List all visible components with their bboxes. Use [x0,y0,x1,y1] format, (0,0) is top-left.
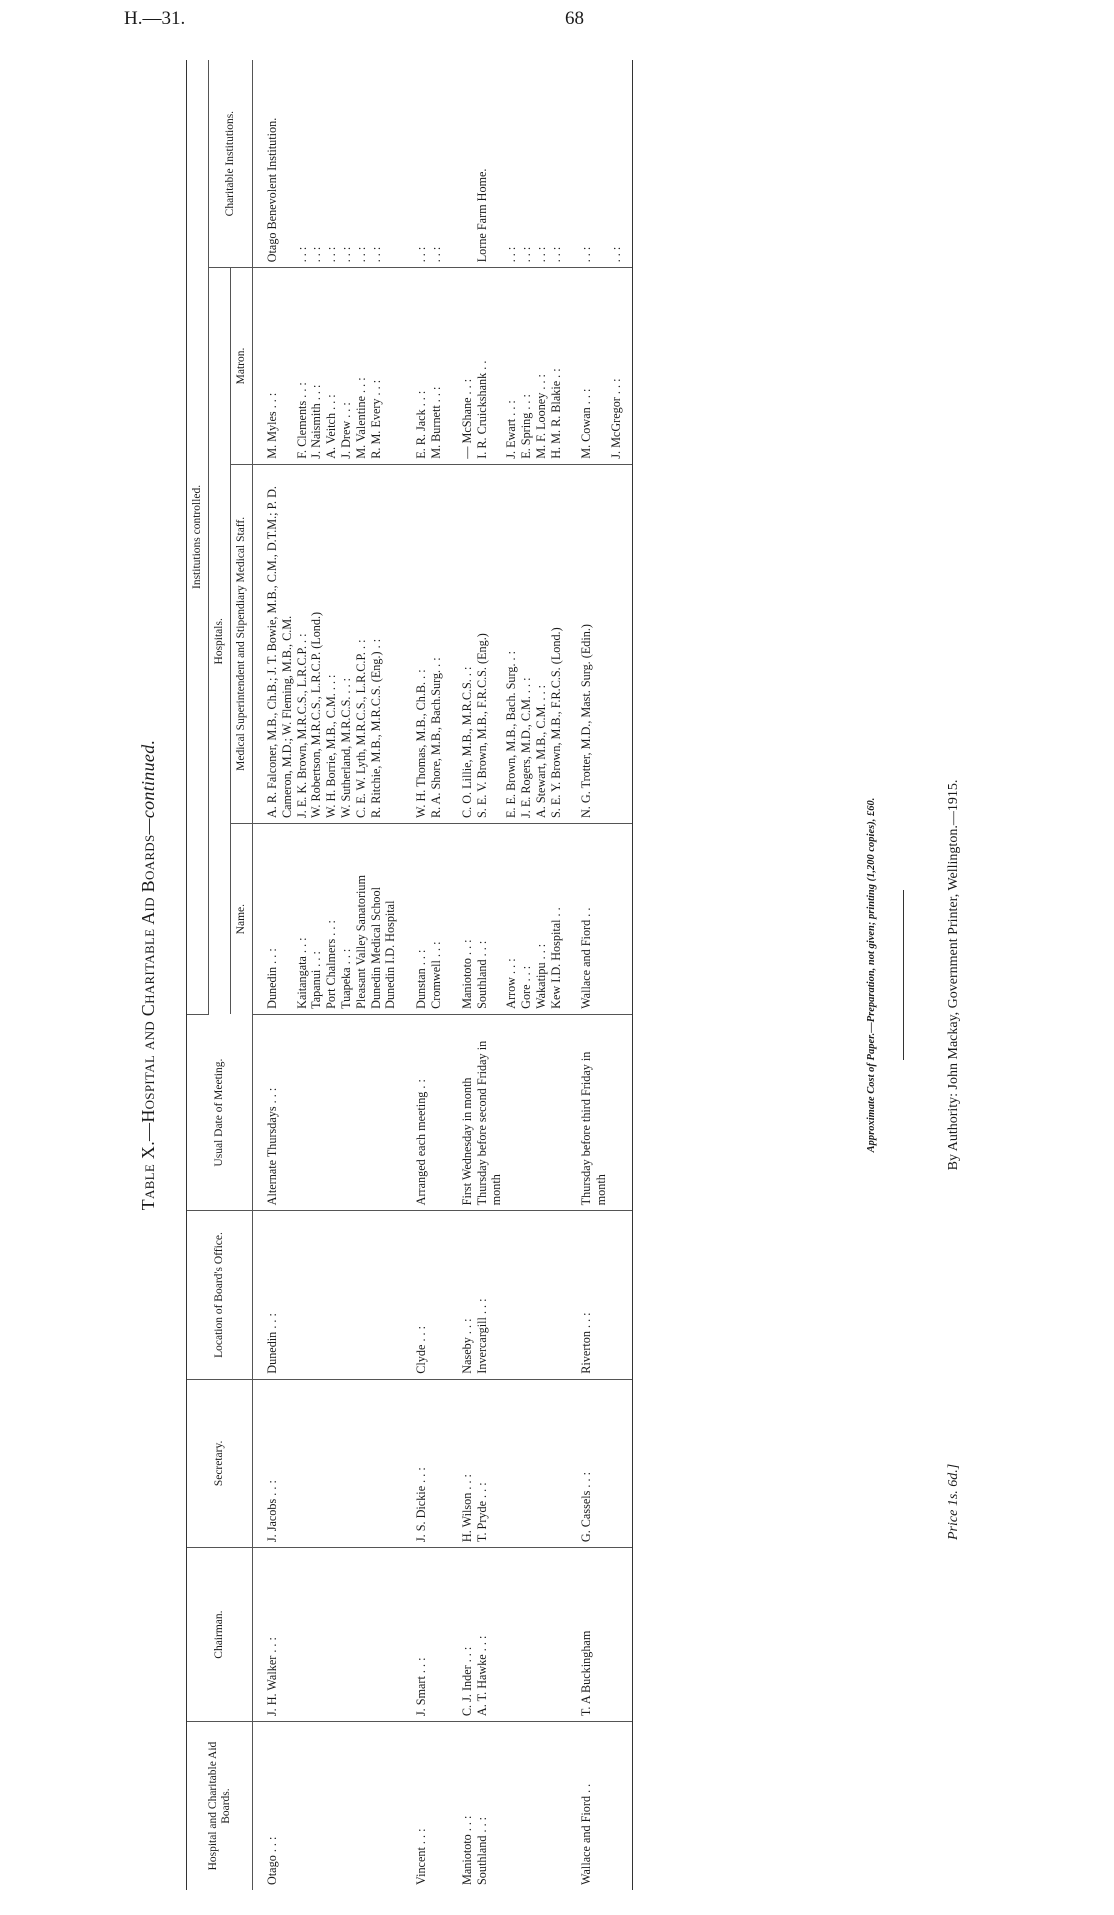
table-row [414,60,429,1890]
cell-medical: N. G. Trotter, M.D., Mast. Surg. (Edin.) [579,464,609,823]
cell-location [549,1211,564,1379]
cell-medical: W. H. Borrie, M.B., C.M. . . : [324,464,339,823]
col-header-location: Location of Board's Office. [187,1211,253,1379]
cell-name: Arrow . . : [504,824,519,1015]
cell-matron: M. F. Looney . . : [534,268,549,464]
table-row [429,60,444,1890]
cell-secretary [519,1379,534,1547]
cell-secretary: J. S. Dickie . . : [414,1379,429,1547]
cell-charitable [383,60,398,268]
cell-meeting: Arranged each meeting . : [414,1014,429,1210]
cell-meeting [429,1014,444,1210]
cell-meeting [504,1014,519,1210]
cell-medical: C. O. Lillie, M.B., M.R.C.S. . : [460,464,475,823]
cell-chairman [369,1548,384,1722]
table-row [519,60,534,1890]
cell-secretary [504,1379,519,1547]
cell-charitable: . . : [534,60,549,268]
spacer-cell [444,824,460,1015]
cell-matron: M. Myles . . : [253,268,295,464]
cell-charitable: . . : [309,60,324,268]
spacer-cell [563,824,579,1015]
cell-matron: E. Spring . . : [519,268,534,464]
cell-medical: E. E. Brown, M.B., Bach. Surg. . : [504,464,519,823]
table-row [460,60,475,1890]
table-title-continued: —continued. [138,739,158,835]
cell-secretary: G. Cassels . . : [579,1379,609,1547]
cell-charitable: . . : [339,60,354,268]
table-row [324,60,339,1890]
cell-name: Cromwell . . : [429,824,444,1015]
cell-board [354,1722,369,1890]
cell-meeting [534,1014,549,1210]
cell-location: Riverton . . : [579,1211,609,1379]
cell-charitable: . . : [324,60,339,268]
cell-chairman: A. T. Hawke . . : [475,1548,505,1722]
spacer-cell [563,60,579,268]
cell-charitable: . . : [549,60,564,268]
cell-name: Gore . . : [519,824,534,1015]
cell-name: Wakatipu . . : [534,824,549,1015]
cell-matron: H. M. R. Blakie . : [549,268,564,464]
cell-medical: C. E. W. Lyth, M.R.C.S., L.R.C.P. . : [354,464,369,823]
table-row [253,60,295,1890]
cell-secretary: J. Jacobs . . : [253,1379,295,1547]
cell-name: Tuapeka . . : [339,824,354,1015]
spacer-cell [398,268,414,464]
cell-secretary [369,1379,384,1547]
spacer-cell [444,1722,460,1890]
spacer-cell [444,1211,460,1379]
row-spacer [444,60,460,1890]
cell-name: Dunedin Medical School [369,824,384,1015]
printer-authority [946,60,962,1890]
cell-medical: R. A. Shore, M.B., Bach.Surg. . : [429,464,444,823]
cell-charitable: . . : [354,60,369,268]
cell-charitable: . . : [579,60,609,268]
cell-location [339,1211,354,1379]
cell-chairman [354,1548,369,1722]
cell-location [295,1211,310,1379]
cell-medical: W. Sutherland, M.R.C.S. . . : [339,464,354,823]
cell-charitable: . . : [429,60,444,268]
cell-medical: A. R. Falconer, M.B., Ch.B.; J. T. Bowie, M.B., C.M., D.T.M.; P. D. Cameron, M.D.; W. Fleming, M.B., C.M. [253,464,295,823]
cell-name [609,824,632,1015]
cell-charitable [460,60,475,268]
cell-name: Maniototo . . : [460,824,475,1015]
cell-board [324,1722,339,1890]
cell-location [504,1211,519,1379]
cell-matron: J. Drew . . : [339,268,354,464]
cell-matron: R. M. Every . . : [369,268,384,464]
cell-matron: F. Clements . . : [295,268,310,464]
cell-name: Dunedin . . : [253,824,295,1015]
cell-location [324,1211,339,1379]
cell-secretary: T. Pryde . . : [475,1379,505,1547]
cell-board [519,1722,534,1890]
spacer-cell [398,824,414,1015]
spacer-cell [563,1722,579,1890]
cell-meeting: Thursday before second Friday in month [475,1014,505,1210]
cell-secretary [429,1379,444,1547]
spacer-cell [563,1014,579,1210]
cell-location [354,1211,369,1379]
cell-board: Vincent . . : [414,1828,429,1885]
cell-secretary [324,1379,339,1547]
table-row [354,60,369,1890]
cell-matron: E. R. Jack . . : [414,268,429,464]
col-header-secretary: Secretary. [187,1379,253,1547]
cell-chairman: J. H. Walker . . : [253,1548,295,1722]
cell-medical: S. E. Y. Brown, M.B., F.R.C.S. (Lond.) [549,464,564,823]
cell-board [383,1722,398,1890]
col-header-hospitals: Hospitals. [209,268,231,1015]
cell-location [383,1211,398,1379]
rotated-page-content [138,60,1114,1890]
cell-matron: J. Ewart . . : [504,268,519,464]
cell-medical [609,464,632,823]
cell-location [369,1211,384,1379]
cost-note: Approximate Cost of Paper.—Preparation, not given; printing (1,200 copies), £60. [866,797,877,1153]
cell-secretary [383,1379,398,1547]
cell-meeting: Alternate Thursdays . . : [253,1014,295,1210]
cell-location: Dunedin . . : [253,1211,295,1379]
page-number: 68 [565,8,584,29]
cell-meeting [324,1014,339,1210]
cell-board [339,1722,354,1890]
cell-chairman [519,1548,534,1722]
authority-text: By Authority: John Mackay, Government Printer, Wellington.—1915. [946,779,961,1171]
cell-secretary [549,1379,564,1547]
cell-matron: J. McGregor . . : [609,268,632,464]
hospital-boards-table [186,60,633,1890]
cell-chairman: T. A Buckingham [579,1548,609,1722]
cell-meeting [519,1014,534,1210]
table-row [579,60,609,1890]
cell-board: Maniototo . . : [459,1815,474,1885]
cell-board [609,1722,632,1890]
cell-medical: S. E. V. Brown, M.B., F.R.C.S. (Eng.) [475,464,505,823]
cell-chairman: J. Smart . . : [414,1548,429,1722]
cell-location [429,1211,444,1379]
spacer-cell [398,1379,414,1547]
cell-meeting [339,1014,354,1210]
table-row [504,60,519,1890]
cell-matron: — McShane . . : [460,268,475,464]
cell-secretary [295,1379,310,1547]
cell-medical: J. E. Rogers, M.D., C.M. . . : [519,464,534,823]
cell-board [504,1722,519,1890]
col-header-matron: Matron. [231,268,253,464]
table-row [295,60,310,1890]
cell-chairman: C. J. Inder . . : [460,1548,475,1722]
cell-meeting [369,1014,384,1210]
cell-secretary [354,1379,369,1547]
col-header-charitable: Charitable Institutions. [209,60,253,268]
cell-secretary: H. Wilson . . : [460,1379,475,1547]
cell-matron: J. Naismith . . : [309,268,324,464]
cell-matron [383,268,398,464]
cell-chairman [429,1548,444,1722]
cell-name: Dunstan . . : [414,824,429,1015]
row-spacer [563,60,579,1890]
cell-location: Naseby . . : [460,1211,475,1379]
divider-rule [903,890,904,1060]
cell-name: Pleasant Valley Sanatorium [354,824,369,1015]
cell-chairman [309,1548,324,1722]
cell-medical: A. Stewart, M.B., C.M. . . : [534,464,549,823]
cell-meeting [354,1014,369,1210]
cell-name: Southland . . : [475,824,505,1015]
cell-matron: M. Valentine . . : [354,268,369,464]
spacer-cell [563,268,579,464]
spacer-cell [444,1379,460,1547]
cell-meeting [383,1014,398,1210]
table-row [369,60,384,1890]
cell-name: Kaitangata . . : [295,824,310,1015]
cell-location [609,1211,632,1379]
table-body [253,60,633,1890]
spacer-cell [444,464,460,823]
cell-name: Dunedin I.D. Hospital [383,824,398,1015]
table-row [609,60,632,1890]
page-code: H.—31. [124,8,186,29]
cell-chairman [504,1548,519,1722]
cell-board [369,1722,384,1890]
cell-charitable: . . : [369,60,384,268]
cell-board [549,1722,564,1890]
cell-chairman [549,1548,564,1722]
cell-location [534,1211,549,1379]
col-header-medical: Medical Superintendent and Stipendiary Medical Staff. [231,464,253,823]
cell-location [309,1211,324,1379]
cell-board: Wallace and Fiord . . [579,1783,594,1885]
cell-medical: R. Ritchie, M.B., M.R.C.S. (Eng.) . : [369,464,384,823]
spacer-cell [563,1379,579,1547]
cell-chairman [383,1548,398,1722]
col-header-meeting: Usual Date of Meeting. [187,1014,253,1210]
cell-matron: A. Veitch . . : [324,268,339,464]
cell-chairman [609,1548,632,1722]
col-header-name: Name. [231,824,253,1015]
table-row [475,60,505,1890]
cell-charitable: . . : [414,60,429,268]
spacer-cell [398,60,414,268]
cell-secretary [309,1379,324,1547]
spacer-cell [398,1014,414,1210]
cell-meeting: Thursday before third Friday in month [579,1014,609,1210]
cell-matron: I. R. Cruickshank . . [475,268,505,464]
col-header-chairman: Chairman. [187,1548,253,1722]
cell-secretary [534,1379,549,1547]
table-title-main: Table X.—Hospital and Charitable Aid Boards [138,834,158,1211]
cell-charitable: . . : [609,60,632,268]
spacer-cell [398,1722,414,1890]
cell-board [295,1722,310,1890]
cell-name: Port Chalmers . . : [324,824,339,1015]
cell-name: Tapanui . . : [309,824,324,1015]
table-title [138,60,159,1890]
cell-secretary [609,1379,632,1547]
cell-medical: J. E. K. Brown, M.R.C.S., L.R.C.P. . : [295,464,310,823]
spacer-cell [398,1548,414,1722]
cell-meeting [295,1014,310,1210]
col-header-board: Hospital and Charitable Aid Boards. [187,1722,253,1890]
cell-board: Southland . . : [474,1816,489,1885]
spacer-cell [398,464,414,823]
cell-location: Invercargill . . : [475,1211,505,1379]
cell-matron: M. Burnett . . : [429,268,444,464]
spacer-cell [444,60,460,268]
table-row [383,60,398,1890]
cell-location: Clyde . . : [414,1211,429,1379]
cell-secretary [339,1379,354,1547]
table-row [549,60,564,1890]
cell-charitable: . . : [519,60,534,268]
cell-location [519,1211,534,1379]
cell-medical: W. Robertson, M.R.C.S., L.R.C.P. (Lond.) [309,464,324,823]
spacer-cell [444,268,460,464]
cell-chairman [339,1548,354,1722]
cell-matron: M. Cowan . . : [579,268,609,464]
cell-name: Kew I.D. Hospital . . [549,824,564,1015]
col-header-institutions: Institutions controlled. [187,60,209,1014]
spacer-cell [563,1211,579,1379]
cell-chairman [295,1548,310,1722]
table-row [309,60,324,1890]
cell-meeting [609,1014,632,1210]
cell-charitable: . . : [504,60,519,268]
cell-meeting: First Wednesday in month [460,1014,475,1210]
cell-charitable: . . : [295,60,310,268]
cell-medical [383,464,398,823]
cell-board [429,1722,444,1890]
cell-board: Otago . . : [265,1836,279,1885]
spacer-cell [444,1014,460,1210]
cell-meeting [549,1014,564,1210]
cell-medical: W. H. Thomas, M.B., Ch.B. . : [414,464,429,823]
row-spacer [398,60,414,1890]
cell-board [534,1722,549,1890]
cell-meeting [309,1014,324,1210]
cell-charitable: Lorne Farm Home. [475,60,505,268]
table-row [339,60,354,1890]
cell-name: Wallace and Fiord . . [579,824,609,1015]
cell-chairman [534,1548,549,1722]
price-note: Price 1s. 6d.] [946,1463,961,1540]
spacer-cell [398,1211,414,1379]
table-row [534,60,549,1890]
cell-chairman [324,1548,339,1722]
spacer-cell [563,464,579,823]
cell-board [309,1722,324,1890]
spacer-cell [444,1548,460,1722]
spacer-cell [563,1548,579,1722]
cell-charitable: Otago Benevolent Institution. [253,60,295,268]
